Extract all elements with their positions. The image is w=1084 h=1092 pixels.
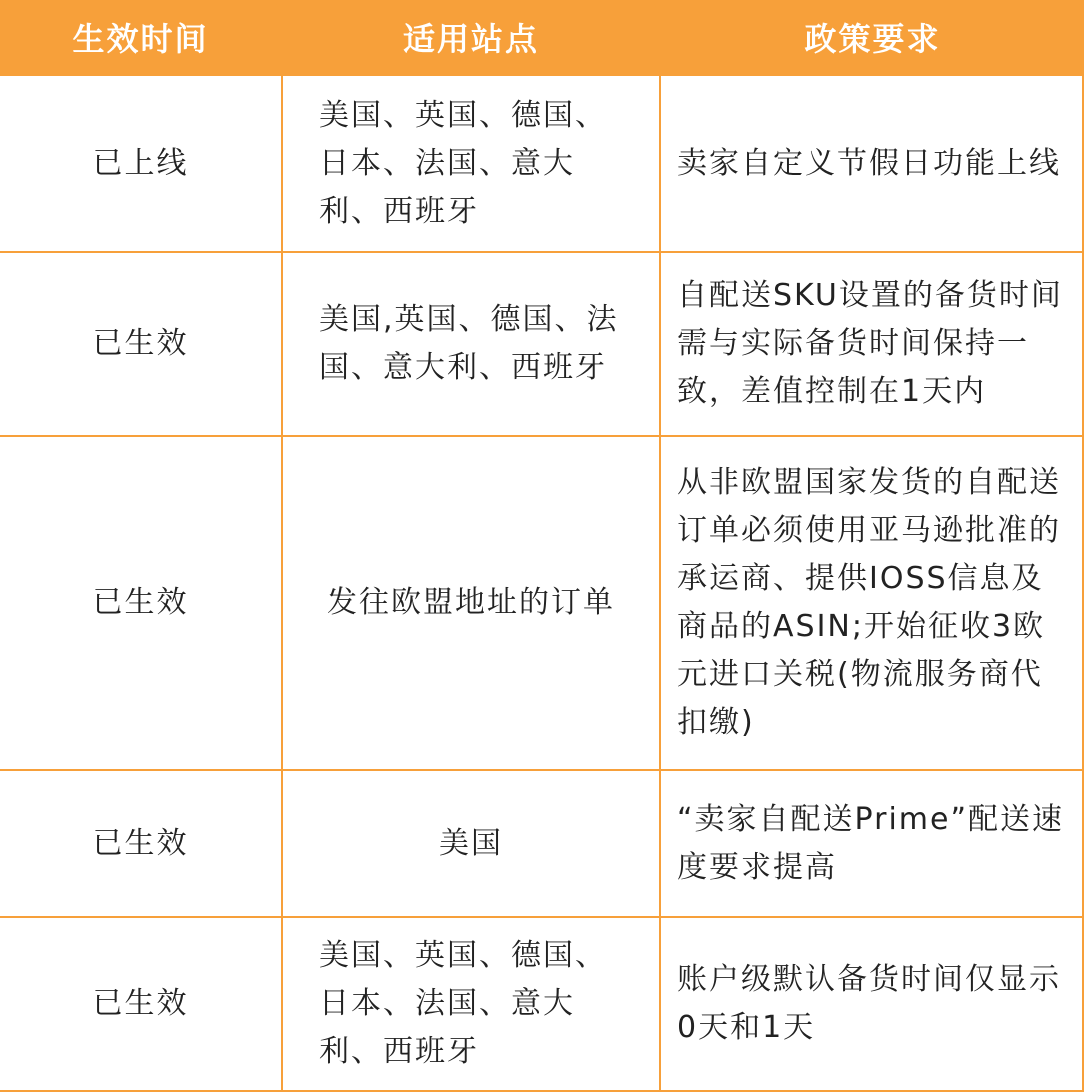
header-effective-time: 生效时间 [0, 0, 281, 74]
table-body [0, 76, 1084, 1090]
table-row [0, 918, 1084, 1090]
header-policy-requirements: 政策要求 [661, 0, 1084, 74]
status-cell: 已生效 [0, 253, 281, 435]
sites-cell: 美国 [283, 771, 659, 916]
policy-cell: 自配送SKU设置的备货时间需与实际备货时间保持一致，差值控制在1天内 [661, 253, 1082, 435]
table-row [0, 253, 1084, 435]
status-cell: 已生效 [0, 918, 281, 1090]
table-row [0, 437, 1084, 769]
status-cell: 已生效 [0, 771, 281, 916]
policy-cell: 账户级默认备货时间仅显示0天和1天 [661, 918, 1082, 1090]
sites-cell: 美国,英国、德国、法国、意大利、西班牙 [283, 253, 659, 435]
sites-cell: 美国、英国、德国、日本、法国、意大利、西班牙 [283, 918, 659, 1090]
policy-cell: 卖家自定义节假日功能上线 [661, 76, 1082, 251]
table-header [0, 0, 1084, 74]
header-applicable-sites: 适用站点 [283, 0, 659, 74]
status-cell: 已上线 [0, 76, 281, 251]
sites-cell: 发往欧盟地址的订单 [283, 437, 659, 769]
policy-cell: 从非欧盟国家发货的自配送订单必须使用亚马逊批准的承运商、提供IOSS信息及商品的ASIN;开始征收3欧元进口关税(物流服务商代扣缴) [661, 437, 1082, 769]
status-cell: 已生效 [0, 437, 281, 769]
table-row [0, 771, 1084, 916]
sites-cell: 美国、英国、德国、日本、法国、意大利、西班牙 [283, 76, 659, 251]
policy-cell: “卖家自配送Prime”配送速度要求提高 [661, 771, 1082, 916]
table-row [0, 76, 1084, 251]
